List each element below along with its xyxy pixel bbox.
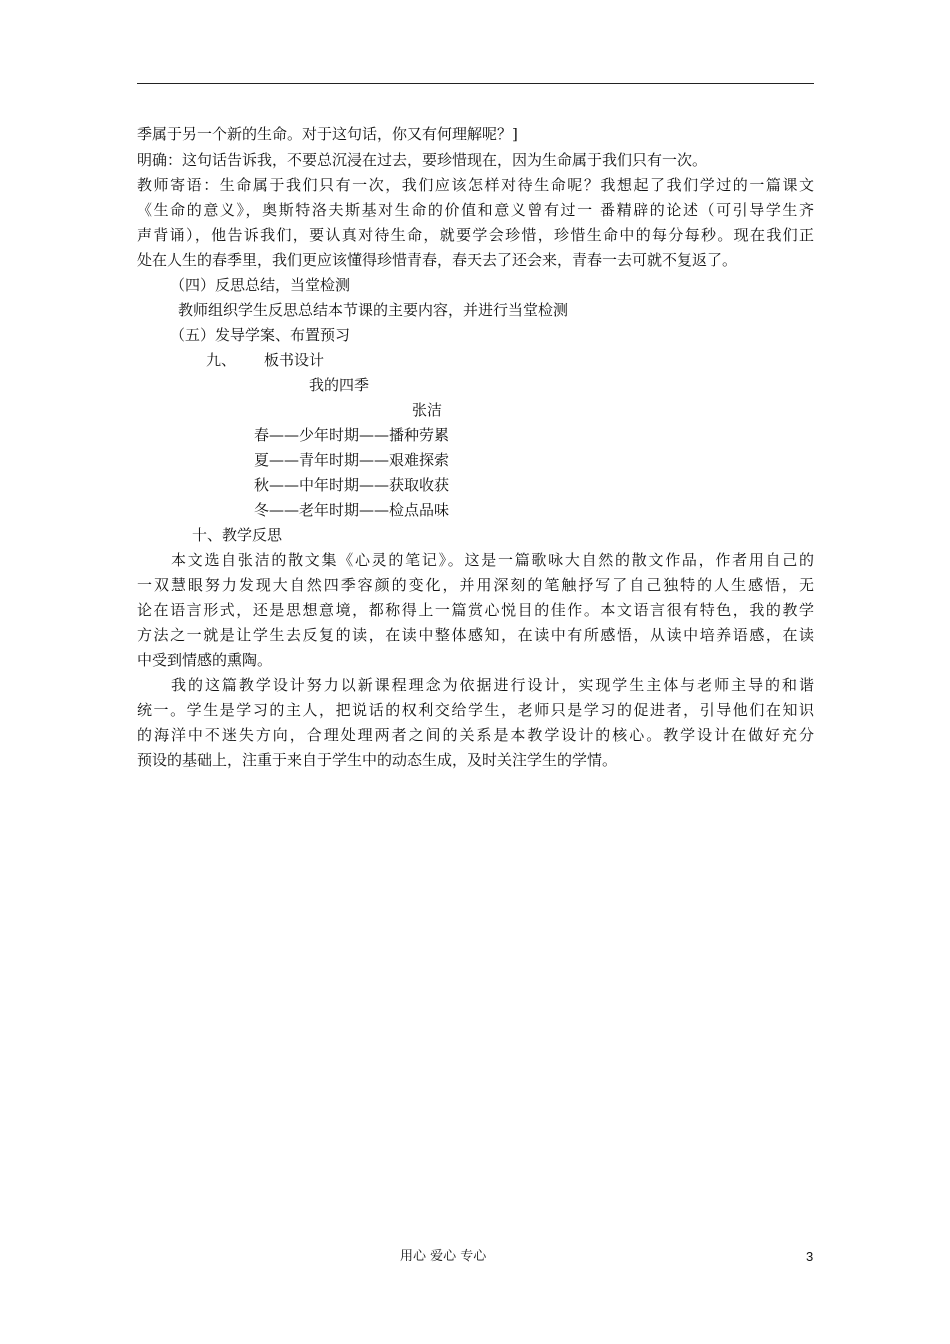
reflection-line: 中受到情感的熏陶。 [137, 651, 273, 669]
board-row: 春——少年时期——播种劳累 [254, 426, 450, 444]
page-number: 3 [806, 1249, 814, 1264]
body-line: 明确：这句话告诉我，不要总沉浸在过去，要珍惜现在，因为生命属于我们只有一次。 [137, 151, 708, 169]
section-heading: 十、教学反思 [192, 526, 283, 544]
header-rule [137, 83, 814, 84]
board-row: 夏——青年时期——艰难探索 [254, 451, 450, 469]
section-heading: 板书设计 [264, 351, 325, 369]
body-line: 处在人生的春季里，我们更应该懂得珍惜青春，春天去了还会来，青春一去可就不复返了。 [137, 251, 738, 269]
section-heading: （五）发导学案、布置预习 [170, 326, 351, 344]
board-title: 我的四季 [309, 376, 370, 394]
body-line: 季属于另一个新的生命。对于这句话，你又有何理解呢？] [137, 125, 518, 143]
board-row: 秋——中年时期——获取收获 [254, 476, 450, 494]
reflection-line: 预设的基础上，注重于来自于学生中的动态生成，及时关注学生的学情。 [137, 751, 618, 769]
reflection-line: 统一。学生是学习的主人，把说话的权利交给学生，老师只是学习的促进者，引导他们在知识 [137, 701, 814, 719]
body-line: 教师寄语：生命属于我们只有一次，我们应该怎样对待生命呢？我想起了我们学过的一篇课文 [137, 176, 814, 194]
body-line: 《生命的意义》，奥斯特洛夫斯基对生命的价值和意义曾有过一 番精辟的论述（可引导学生齐 [137, 201, 814, 219]
reflection-line: 本文选自张洁的散文集《心灵的笔记》。这是一篇歌咏大自然的散文作品，作者用自己的 [171, 551, 814, 569]
section-number: 九、 [206, 351, 237, 369]
board-row: 冬——老年时期——检点品味 [254, 501, 450, 519]
section-heading: （四）反思总结，当堂检测 [170, 276, 351, 294]
reflection-line: 的海洋中不迷失方向，合理处理两者之间的关系是本教学设计的核心。教学设计在做好充分 [137, 726, 814, 744]
section-text: 教师组织学生反思总结本节课的主要内容，并进行当堂检测 [178, 301, 569, 319]
reflection-line: 方法之一就是让学生去反复的读，在读中整体感知，在读中有所感悟，从读中培养语感，在读 [137, 626, 814, 644]
reflection-line: 我的这篇教学设计努力以新课程理念为依据进行设计，实现学生主体与老师主导的和谐 [171, 676, 814, 694]
reflection-line: 论在语言形式，还是思想意境，都称得上一篇赏心悦目的佳作。本文语言很有特色，我的教学 [137, 601, 814, 619]
reflection-line: 一双慧眼努力发现大自然四季容颜的变化，并用深刻的笔触抒写了自己独特的人生感悟，无 [137, 576, 814, 594]
footer-text: 用心 爱心 专心 [400, 1249, 487, 1264]
body-line: 声背诵），他告诉我们，要认真对待生命，就要学会珍惜，珍惜生命中的每分每秒。现在我们正 [137, 226, 814, 244]
board-author: 张洁 [412, 401, 443, 419]
